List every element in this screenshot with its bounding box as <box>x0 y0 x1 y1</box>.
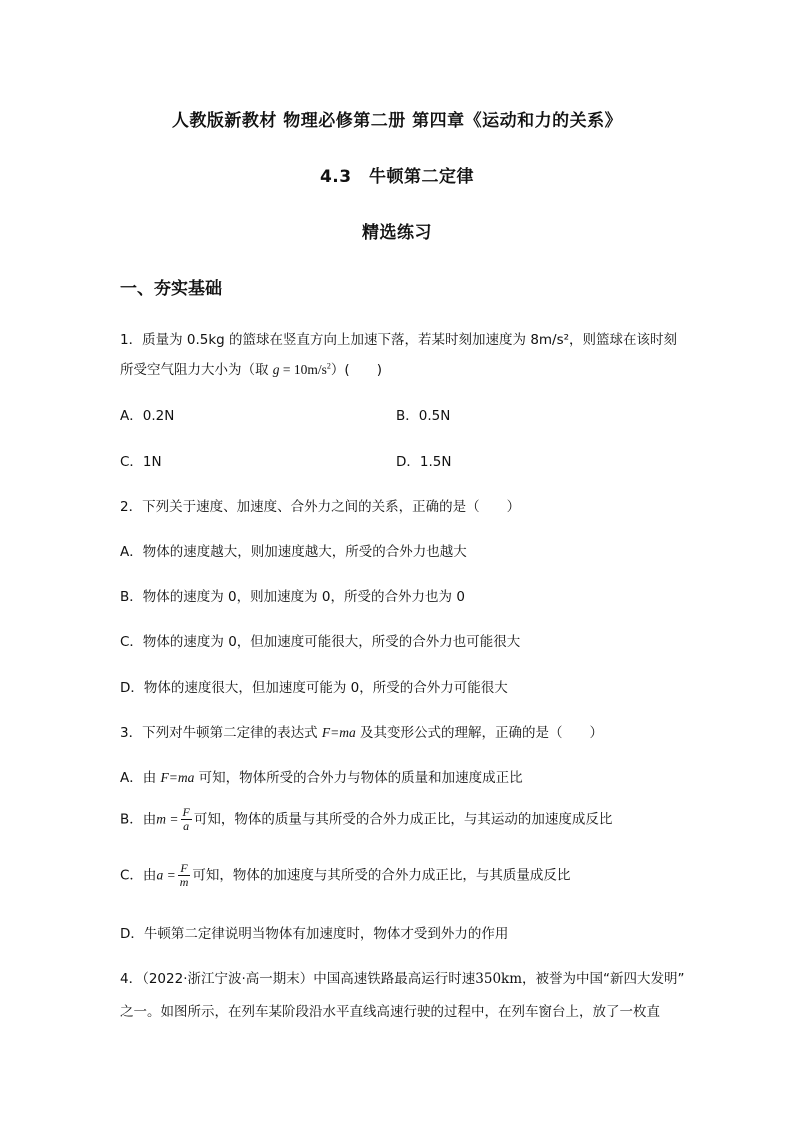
q2-stem: 2．下列关于速度、加速度、合外力之间的关系，正确的是（ ） <box>120 499 521 515</box>
q4-line1-prefix: 4．（2022·浙江宁波·高一期末）中国高速铁路最高运行时速 <box>120 971 476 987</box>
q3-c-lhs: a = <box>156 867 176 883</box>
q3-b-prefix: B．由 <box>120 811 157 828</box>
q1-g-sup: 2 <box>326 361 331 371</box>
q1-option-c: C．1N <box>120 454 162 470</box>
q1-option-b: B．0.5N <box>396 408 451 424</box>
q3-c-numerator: F <box>180 861 188 875</box>
section-heading: 一、夯实基础 <box>120 279 222 299</box>
q3-a-formula: F=ma <box>160 770 195 785</box>
document-title: 人教版新教材 物理必修第二册 第四章《运动和力的关系》 <box>171 111 623 131</box>
q1-g-value: = 10m/s <box>279 362 327 377</box>
q1-g-symbol: g <box>272 362 280 377</box>
q2-option-a: A．物体的速度越大，则加速度越大，所受的合外力也越大 <box>120 544 467 560</box>
q3-b-suffix: 可知，物体的质量与其所受的合外力成正比，与其运动的加速度成反比 <box>193 811 613 828</box>
lesson-title: 4.3 牛顿第二定律 <box>319 167 475 187</box>
q3-option-c <box>120 862 570 889</box>
q2-option-b: B．物体的速度为 0，则加速度为 0，所受的合外力也为 0 <box>120 589 465 605</box>
q4-stem-line2: 之一。如图所示，在列车某阶段沿水平直线高速行驶的过程中，在列车窗台上，放了一枚直 <box>120 1004 660 1020</box>
q3-b-lhs: m = <box>156 811 179 827</box>
q2-option-c: C．物体的速度为 0，但加速度可能很大，所受的合外力也可能很大 <box>120 634 521 650</box>
q3-stem-formula: F=ma <box>321 725 356 740</box>
q4-line1-suffix: ，被誉为中国“新四大发明” <box>522 971 685 987</box>
q3-c-denominator: m <box>179 875 189 889</box>
q3-c-suffix: 可知，物体的加速度与其所受的合外力成正比，与其质量成反比 <box>192 867 571 884</box>
q3-stem <box>120 721 603 741</box>
q3-option-b <box>120 806 612 833</box>
q1-line2-suffix: ）( ) <box>330 362 382 378</box>
q4-stem-line1 <box>120 967 685 987</box>
q3-a-prefix: A．由 <box>120 770 161 786</box>
q4-speed: 350km <box>475 971 523 987</box>
q3-a-suffix: 可知，物体所受的合外力与物体的质量和加速度成正比 <box>194 770 523 786</box>
q1-line2-prefix: 所受空气阻力大小为（取 <box>120 362 273 378</box>
q3-stem-suffix: 及其变形公式的理解，正确的是（ ） <box>355 725 604 741</box>
q3-b-numerator: F <box>182 805 190 819</box>
q3-c-prefix: C．由 <box>120 867 157 884</box>
q3-b-denominator: a <box>183 819 190 833</box>
exercise-title: 精选练习 <box>362 223 432 243</box>
q1-stem-line1: 1．质量为 0.5kg 的篮球在竖直方向上加速下落，若某时刻加速度为 8m/s²，则篮球在该时刻 <box>120 332 678 348</box>
q3-option-d: D．牛顿第二定律说明当物体有加速度时，物体才受到外力的作用 <box>120 926 509 942</box>
q3-b-fraction <box>181 806 192 833</box>
q1-option-a: A．0.2N <box>120 408 175 424</box>
q1-option-d: D．1.5N <box>396 454 452 470</box>
q3-option-a <box>120 766 523 786</box>
q2-option-d: D．物体的速度很大，但加速度可能为 0，所受的合外力可能很大 <box>120 680 508 696</box>
q1-stem-line2 <box>120 358 382 378</box>
q3-c-fraction <box>178 862 191 889</box>
q3-stem-prefix: 3．下列对牛顿第二定律的表达式 <box>120 725 322 741</box>
